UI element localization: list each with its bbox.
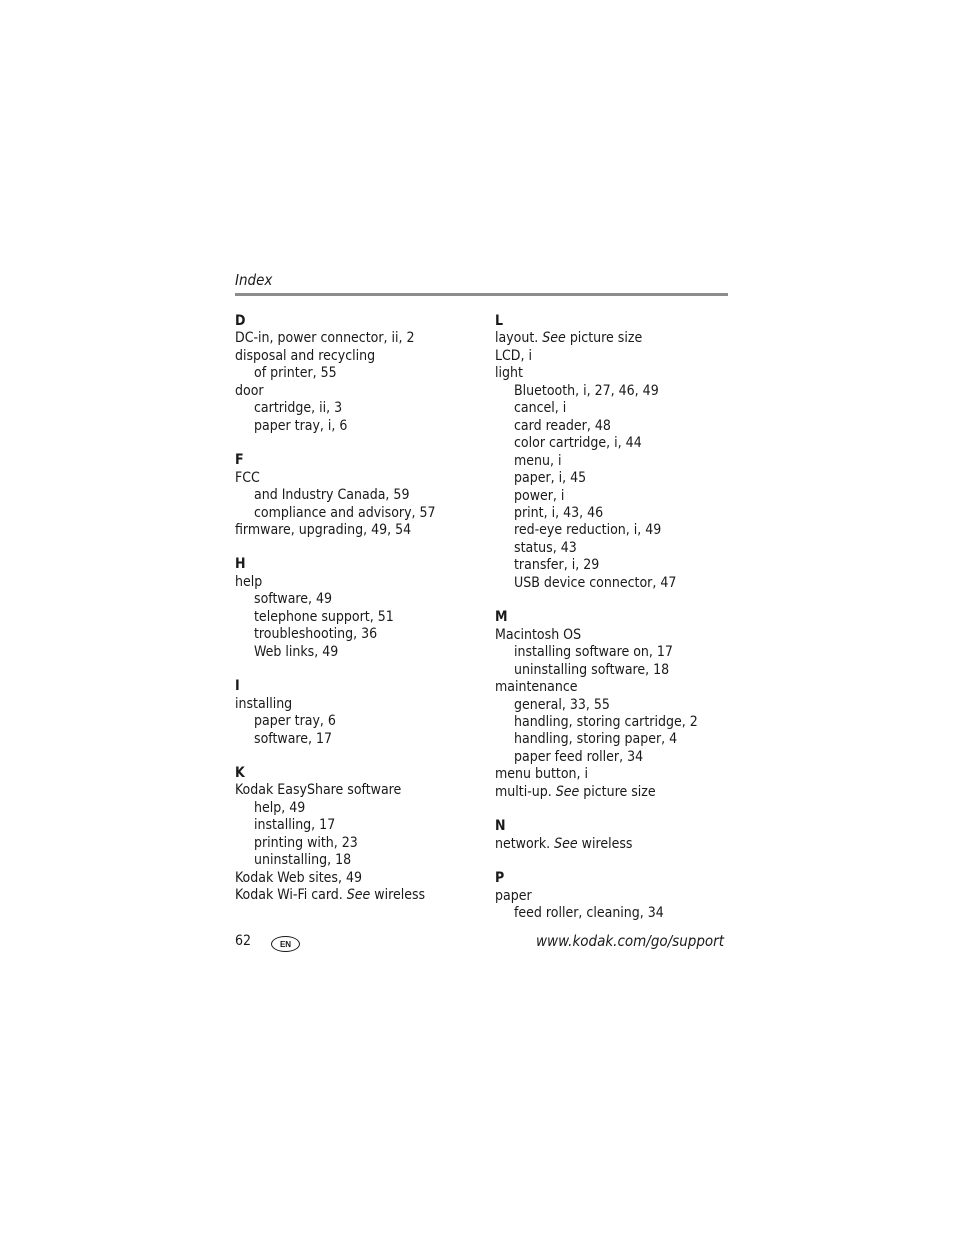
index-column-right <box>495 313 730 940</box>
entry-text: menu button, i <box>495 766 589 783</box>
entry-text: installing, 17 <box>254 817 336 834</box>
index-section-n <box>495 818 730 853</box>
index-entry <box>495 784 730 801</box>
index-subentry <box>235 591 480 608</box>
entry-text: software, 49 <box>254 591 333 608</box>
index-subentry <box>235 800 480 817</box>
entry-text: print, i, 43, 46 <box>514 504 604 521</box>
index-subentry <box>495 540 730 557</box>
see-reference: See <box>346 887 371 904</box>
entry-text: red-eye reduction, i, 49 <box>514 522 662 539</box>
index-section-k <box>235 765 480 905</box>
entry-text: multi-up. <box>495 783 552 800</box>
section-letter: D <box>235 313 246 329</box>
see-target: picture size <box>569 330 643 347</box>
index-subentry <box>495 435 730 452</box>
entry-text: troubleshooting, 36 <box>254 626 378 643</box>
index-subentry <box>235 418 480 435</box>
entry-text: color cartridge, i, 44 <box>514 435 642 452</box>
index-subentry <box>495 557 730 574</box>
see-target: picture size <box>583 783 656 800</box>
entry-text: transfer, i, 29 <box>514 557 600 574</box>
index-entry <box>235 470 480 487</box>
entry-text: uninstalling, 18 <box>254 852 352 869</box>
entry-text: software, 17 <box>254 730 333 747</box>
index-entry <box>495 836 730 853</box>
index-entry <box>235 383 480 400</box>
index-subentry <box>235 852 480 869</box>
index-subentry <box>495 731 730 748</box>
index-subentry <box>235 487 480 504</box>
support-url: www.kodak.com/go/support <box>536 932 724 950</box>
entry-text: light <box>495 365 523 382</box>
index-subentry <box>495 522 730 539</box>
index-entry <box>235 696 480 713</box>
language-badge: EN <box>271 936 300 952</box>
index-subentry <box>235 731 480 748</box>
entry-text: paper <box>495 887 532 904</box>
entry-text: paper tray, i, 6 <box>254 417 348 434</box>
section-letter: H <box>235 556 246 573</box>
entry-text: card reader, 48 <box>514 417 611 434</box>
index-subentry <box>495 400 730 417</box>
index-subentry <box>495 488 730 505</box>
entry-text: paper feed roller, 34 <box>514 748 644 765</box>
index-section-p <box>495 870 730 922</box>
index-entry <box>495 365 730 382</box>
entry-text: help <box>235 573 263 590</box>
entry-text: Web links, 49 <box>254 643 339 660</box>
entry-text: paper tray, 6 <box>254 713 336 730</box>
entry-text: installing software on, 17 <box>514 644 673 661</box>
entry-text: Kodak EasyShare software <box>235 782 402 799</box>
section-letter: N <box>495 818 506 835</box>
entry-text: handling, storing paper, 4 <box>514 731 678 748</box>
entry-text: cartridge, ii, 3 <box>254 400 343 417</box>
entry-text: and Industry Canada, 59 <box>254 487 410 504</box>
index-entry <box>495 766 730 783</box>
entry-text: LCD, i <box>495 347 533 364</box>
entry-text: help, 49 <box>254 799 306 816</box>
entry-text: of printer, 55 <box>254 365 337 382</box>
entry-text: power, i <box>514 487 565 504</box>
entry-text: compliance and advisory, 57 <box>254 504 436 521</box>
index-subentry <box>495 662 730 679</box>
index-section-f <box>235 452 480 539</box>
entry-text: disposal and recycling <box>235 347 376 364</box>
index-section-d <box>235 313 480 435</box>
index-entry <box>235 574 480 591</box>
index-entry <box>235 330 480 347</box>
index-subentry <box>495 697 730 714</box>
entry-text: Kodak Wi-Fi card. <box>235 887 343 904</box>
entry-text: telephone support, 51 <box>254 608 394 625</box>
entry-text: installing <box>235 695 293 712</box>
index-subentry <box>235 626 480 643</box>
section-letter: F <box>235 452 244 469</box>
index-entry <box>235 522 480 539</box>
section-letter: M <box>495 609 508 626</box>
index-subentry <box>495 575 730 592</box>
see-target: wireless <box>374 887 426 904</box>
index-entry <box>495 679 730 696</box>
index-entry <box>495 888 730 905</box>
index-entry <box>235 782 480 799</box>
index-subentry <box>495 453 730 470</box>
entry-text: USB device connector, 47 <box>514 574 677 591</box>
index-section-h <box>235 556 480 661</box>
index-subentry <box>235 835 480 852</box>
index-entry <box>495 330 730 347</box>
entry-text: paper, i, 45 <box>514 470 587 487</box>
entry-text: printing with, 23 <box>254 834 358 851</box>
index-entry <box>495 627 730 644</box>
entry-text: Macintosh OS <box>495 626 582 643</box>
entry-text: network. <box>495 835 551 852</box>
index-section-m <box>495 609 730 801</box>
running-header: Index <box>235 271 273 289</box>
index-subentry <box>235 400 480 417</box>
page-number: 62 <box>235 933 252 949</box>
index-entry <box>235 887 480 904</box>
entry-text: FCC <box>235 469 260 486</box>
see-reference: See <box>542 330 566 347</box>
index-column-left <box>235 313 480 922</box>
index-section-i <box>235 678 480 748</box>
index-entry <box>495 348 730 365</box>
section-letter: K <box>235 764 245 781</box>
index-subentry <box>495 749 730 766</box>
entry-text: uninstalling software, 18 <box>514 661 670 678</box>
index-subentry <box>235 713 480 730</box>
index-subentry <box>235 817 480 834</box>
entry-text: door <box>235 382 264 399</box>
index-subentry <box>235 644 480 661</box>
section-letter: L <box>495 313 504 329</box>
index-subentry <box>495 418 730 435</box>
index-subentry <box>235 609 480 626</box>
entry-text: Bluetooth, i, 27, 46, 49 <box>514 382 659 399</box>
entry-text: layout. <box>495 330 539 347</box>
entry-text: maintenance <box>495 679 578 696</box>
entry-text: feed roller, cleaning, 34 <box>514 905 664 922</box>
index-entry <box>235 870 480 887</box>
entry-text: status, 43 <box>514 539 577 556</box>
section-letter: P <box>495 870 505 887</box>
index-subentry <box>495 644 730 661</box>
entry-text: handling, storing cartridge, 2 <box>514 713 698 730</box>
entry-text: DC-in, power connector, ii, 2 <box>235 330 415 347</box>
entry-text: menu, i <box>514 452 562 469</box>
entry-text: cancel, i <box>514 400 567 417</box>
index-subentry <box>495 505 730 522</box>
entry-text: Kodak Web sites, 49 <box>235 869 362 886</box>
index-section-l <box>495 313 730 592</box>
entry-text: firmware, upgrading, 49, 54 <box>235 521 412 538</box>
see-target: wireless <box>581 835 633 852</box>
index-subentry <box>495 714 730 731</box>
index-subentry <box>235 365 480 382</box>
index-subentry <box>235 505 480 522</box>
index-subentry <box>495 383 730 400</box>
see-reference: See <box>555 783 580 800</box>
section-letter: I <box>235 678 240 695</box>
index-subentry <box>495 905 730 922</box>
index-subentry <box>495 470 730 487</box>
header-rule <box>235 293 728 296</box>
see-reference: See <box>554 835 578 852</box>
index-entry <box>235 348 480 365</box>
entry-text: general, 33, 55 <box>514 696 610 713</box>
